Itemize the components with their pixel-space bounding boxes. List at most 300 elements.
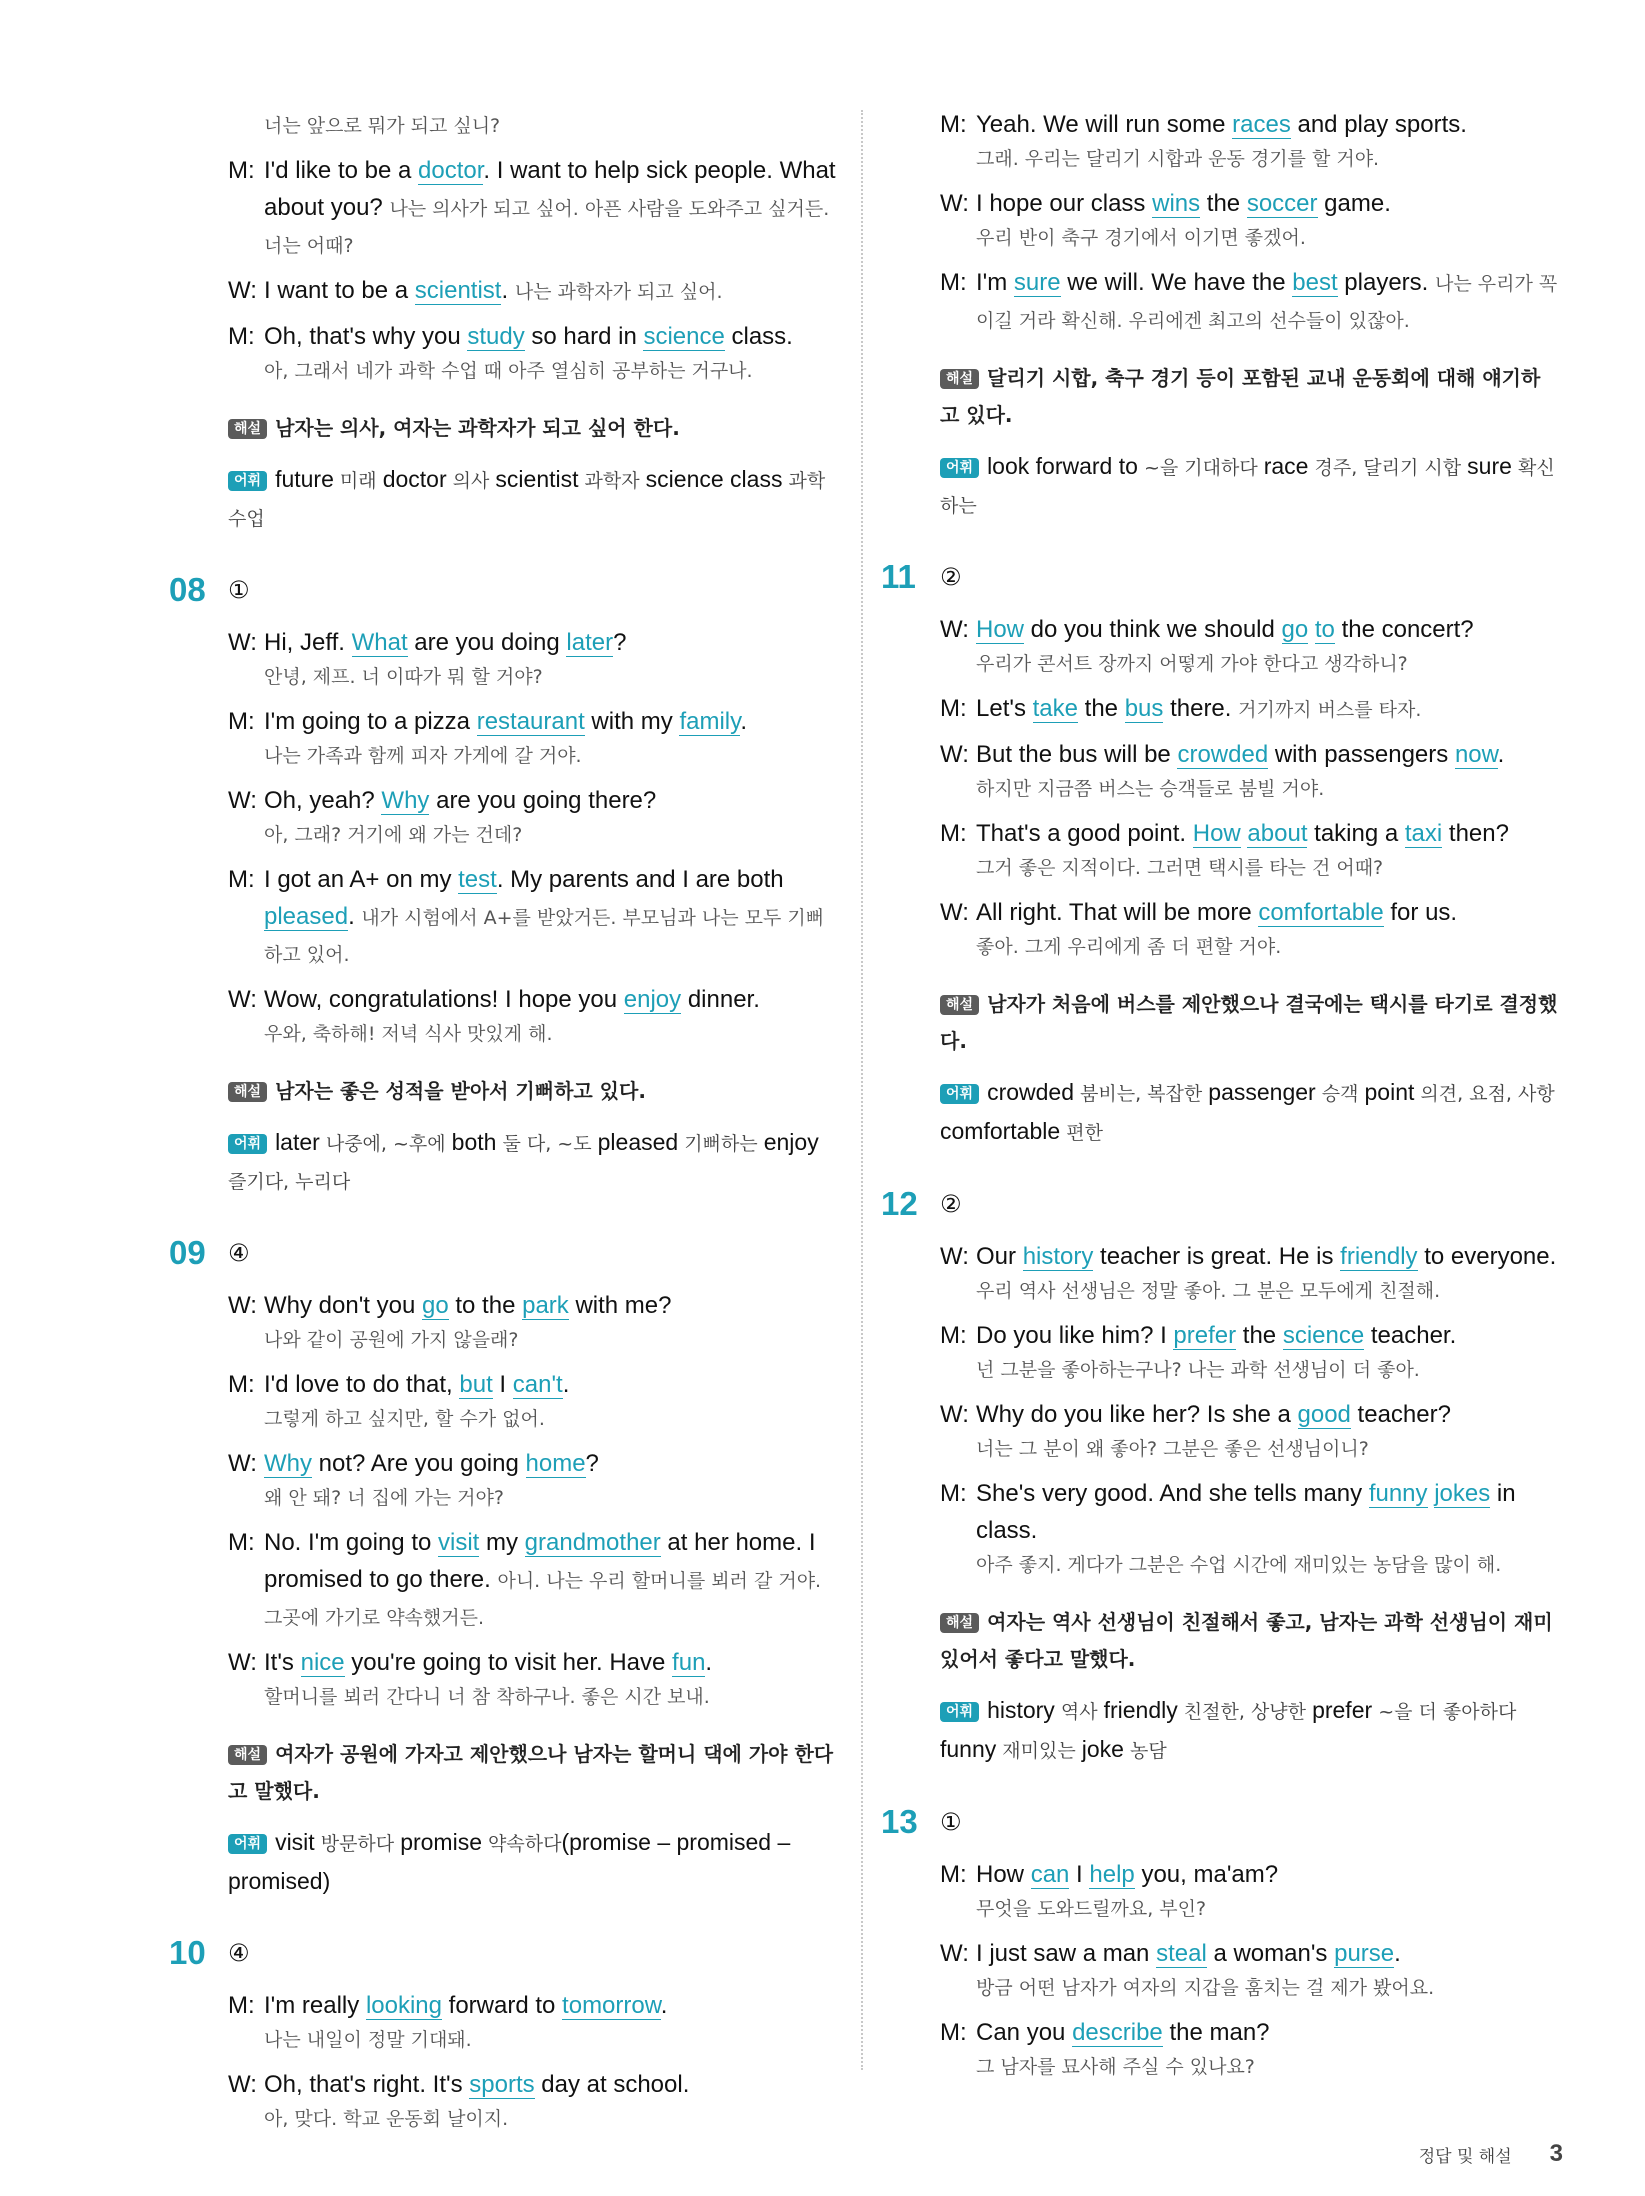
blank-answer-word: good [1297, 1401, 1351, 1428]
dialogue-line [228, 861, 840, 972]
blank-answer-word: wins [1152, 190, 1201, 217]
dialogue-line [940, 2014, 1558, 2084]
korean-translation: 아주 좋지. 게다가 그분은 수업 시간에 재미있는 농담을 많이 해. [976, 1554, 1502, 1576]
korean-translation: 안녕, 제프. 너 이따가 뭐 할 거야? [264, 666, 543, 688]
sentence-text: then? [1442, 820, 1509, 847]
column-divider [861, 110, 863, 2070]
sentence-text: I hope our class [976, 190, 1153, 217]
english-sentence [976, 736, 1558, 773]
sentence-text: with my [584, 708, 680, 735]
dialogue-line [228, 1287, 840, 1357]
speaker-label: M: [940, 2019, 967, 2046]
sentence-text: I'd like to be a [264, 157, 419, 184]
blank-answer-word: purse [1334, 1940, 1395, 1967]
question-09 [169, 1233, 840, 1901]
blank-answer-word: How [1192, 820, 1241, 847]
blank-answer-word: help [1089, 1861, 1135, 1888]
sentence-text: I'd love to do that, [264, 1371, 460, 1398]
vocabulary-meaning: 재미있는 [996, 1740, 1082, 1762]
dialogue-body [264, 624, 840, 694]
sentence-text: Hi, Jeff. [264, 629, 352, 656]
question-header [169, 570, 840, 610]
sentence-text: teacher. [1364, 1322, 1457, 1349]
korean-translation-inline: 나는 의사가 되고 싶어. 아픈 사람을 도와주고 싶거든. 너는 어때? [264, 198, 830, 257]
korean-translation-inline: 나는 우리가 꼭 이길 거라 확신해. 우리에겐 최고의 선수들이 있잖아. [976, 273, 1558, 332]
sentence-text: But the bus will be [976, 741, 1178, 768]
korean-translation: 그 남자를 묘사해 주실 수 있나요? [976, 2056, 1255, 2078]
dialogue-line [228, 1445, 840, 1515]
english-sentence [976, 611, 1558, 648]
blank-answer-word: later [566, 629, 614, 656]
footer-label: 정답 및 해설 [1418, 2146, 1512, 2167]
dialogue-line [940, 264, 1558, 338]
dialogue-line [228, 318, 840, 388]
blank-answer-word: steal [1156, 1940, 1207, 1967]
vocabulary-tag: 어휘 [940, 1084, 979, 1104]
vocabulary-tag: 어휘 [228, 1834, 267, 1854]
explanation-text: 남자는 의사, 여자는 과학자가 되고 싶어 한다. [275, 416, 680, 440]
speaker-label: M: [228, 1371, 255, 1398]
vocabulary-meaning: 즐기다, 누리다 [228, 1171, 351, 1193]
speaker-label: M: [940, 1322, 967, 1349]
blank-answer-word: How [976, 616, 1025, 643]
page-number: 3 [1549, 2140, 1563, 2167]
blank-answer-word: science [1282, 1322, 1365, 1349]
answer-mark: ① [940, 1808, 962, 1836]
vocabulary-word: friendly [1103, 1697, 1178, 1723]
sentence-text: Do you like him? I [976, 1322, 1174, 1349]
vocabulary-word: race [1263, 453, 1309, 479]
explanation-tag: 해설 [228, 1082, 267, 1102]
korean-translation: 우리가 콘서트 장까지 어떻게 가야 한다고 생각하니? [976, 653, 1408, 675]
speaker-label: W: [228, 787, 257, 814]
dialogue-body [976, 690, 1558, 727]
vocabulary-tag: 어휘 [228, 1134, 267, 1154]
english-sentence [976, 815, 1558, 852]
vocabulary-word: look forward to [987, 453, 1138, 479]
sentence-text: taking a [1307, 820, 1405, 847]
blank-answer-word: go [422, 1292, 449, 1319]
sentence-text: the [1236, 1322, 1283, 1349]
sentence-text: . [660, 1992, 668, 2019]
speaker-label [228, 106, 264, 143]
sentence-text: Why do you like her? Is she a [976, 1401, 1298, 1428]
sentence-text: not? Are you going [312, 1450, 526, 1477]
blank-answer-word: describe [1072, 2019, 1163, 2046]
dialogue-body [264, 106, 840, 143]
english-sentence [264, 1524, 840, 1635]
blank-answer-word: history [1022, 1243, 1094, 1270]
blank-answer-word: home [525, 1450, 586, 1477]
vocabulary-note [228, 1124, 840, 1201]
explanation-note [228, 410, 840, 447]
blank-answer-word: can [1030, 1861, 1070, 1888]
speaker-label: W: [228, 1649, 257, 1676]
sentence-text: teacher is great. He is [1093, 1243, 1341, 1270]
blank-answer-word: now [1454, 741, 1498, 768]
sentence-text: How [976, 1861, 1031, 1888]
blank-answer-word: take [1032, 695, 1078, 722]
vocabulary-meaning: 확신하는 [940, 457, 1555, 517]
vocabulary-word: visit [275, 1829, 315, 1855]
sentence-text: to the [448, 1292, 523, 1319]
speaker-label: M: [940, 695, 967, 722]
dialogue-line [940, 1396, 1558, 1466]
section-continued-left [228, 106, 840, 538]
vocabulary-note [940, 448, 1558, 525]
vocabulary-meaning: 붐비는, 복잡한 [1074, 1083, 1209, 1105]
blank-answer-word: tomorrow [562, 1992, 661, 2019]
sentence-text: It's [264, 1649, 301, 1676]
speaker-label: M: [228, 1529, 255, 1556]
blank-answer-word: restaurant [476, 708, 585, 735]
sentence-text: dinner. [681, 986, 760, 1013]
dialogue-line [940, 894, 1558, 964]
english-sentence [264, 152, 840, 263]
english-sentence [976, 690, 1558, 727]
sentence-text: players. [1337, 269, 1436, 296]
dialogue-body [264, 152, 840, 263]
explanation-note [940, 360, 1558, 434]
english-sentence [264, 1987, 840, 2024]
korean-translation-inline: 나는 과학자가 되고 싶어. [514, 281, 723, 303]
dialogue-body [264, 703, 840, 773]
dialogue-line [228, 1644, 840, 1714]
vocabulary-meaning: 과학 수업 [228, 470, 826, 530]
explanation-text: 여자는 역사 선생님이 친절해서 좋고, 남자는 과학 선생님이 재미있어서 좋다고 말했다. [940, 1610, 1553, 1671]
dialogue-body [976, 1856, 1558, 1926]
english-sentence [264, 1366, 840, 1403]
page-footer [1419, 2140, 1563, 2168]
english-sentence [264, 318, 840, 355]
sentence-text: . I want to help sick people. What about you? [264, 157, 836, 221]
speaker-label: W: [940, 616, 969, 643]
sentence-text: . [1394, 1940, 1401, 1967]
sentence-text: the concert? [1334, 616, 1474, 643]
dialogue-body [976, 1396, 1558, 1466]
blank-answer-word: study [467, 323, 525, 350]
speaker-label: W: [228, 1292, 257, 1319]
korean-translation: 아, 그래? 거기에 왜 가는 건데? [264, 824, 523, 846]
speaker-label: M: [228, 708, 255, 735]
sentence-text: . [501, 277, 515, 304]
speaker-label: M: [228, 866, 255, 893]
vocabulary-meaning: 편한 [1060, 1122, 1103, 1144]
dialogue-body [976, 611, 1558, 681]
sentence-text [1308, 616, 1315, 643]
vocabulary-meaning: 둘 다, ~도 [496, 1133, 598, 1155]
explanation-text: 남자가 처음에 버스를 제안했으나 결국에는 택시를 타기로 결정했다. [940, 992, 1558, 1053]
english-sentence [264, 2066, 840, 2103]
sentence-text: and play sports. [1290, 111, 1467, 138]
dialogue-body [976, 2014, 1558, 2084]
dialogue-line [940, 1317, 1558, 1387]
speaker-label: W: [228, 1450, 257, 1477]
sentence-text: day at school. [534, 2071, 690, 2098]
korean-translation-inline: 거기까지 버스를 타자. [1238, 699, 1422, 721]
blank-answer-word: fun [672, 1649, 706, 1676]
dialogue-line [940, 690, 1558, 727]
dialogue-line [940, 1238, 1558, 1308]
explanation-tag: 해설 [940, 369, 979, 389]
korean-translation: 우리 역사 선생님은 정말 좋아. 그 분은 모두에게 친절해. [976, 1280, 1441, 1302]
vocabulary-meaning: 방문하다 [314, 1833, 401, 1855]
dialogue-line [228, 152, 840, 263]
dialogue-line [940, 106, 1558, 176]
sentence-text: forward to [442, 1992, 563, 2019]
speaker-label: W: [228, 986, 257, 1013]
sentence-text: the man? [1162, 2019, 1270, 2046]
blank-answer-word: sports [469, 2071, 535, 2098]
explanation-tag: 해설 [228, 1745, 267, 1765]
blank-answer-word: comfortable [1258, 899, 1384, 926]
vocabulary-word: point [1364, 1079, 1415, 1105]
blank-answer-word: go [1281, 616, 1309, 643]
korean-translation: 그거 좋은 지적이다. 그러면 택시를 타는 건 어때? [976, 857, 1384, 879]
english-sentence [976, 1238, 1558, 1275]
sentence-text: Oh, yeah? [264, 787, 382, 814]
sentence-text: Let's [976, 695, 1033, 722]
dialogue-body [264, 1987, 840, 2057]
question-header [881, 557, 1558, 597]
sentence-text: I just saw a man [976, 1940, 1157, 1967]
dialogue-body [264, 861, 840, 972]
blank-answer-word: enjoy [623, 986, 682, 1013]
blank-answer-word: test [458, 866, 497, 893]
speaker-label: W: [228, 629, 257, 656]
blank-answer-word: bus [1124, 695, 1164, 722]
answer-mark: ① [228, 576, 250, 604]
blank-answer-word: scientist [414, 277, 502, 304]
sentence-text: I'm going to a pizza [264, 708, 477, 735]
speaker-label: M: [228, 1992, 255, 2019]
speaker-label: M: [940, 820, 967, 847]
dialogue-line [940, 815, 1558, 885]
dialogue-body [976, 1238, 1558, 1308]
sentence-text: with passengers [1268, 741, 1455, 768]
vocabulary-word: future [275, 466, 334, 492]
sentence-text: at her home. I promised to go there. [264, 1529, 816, 1593]
sentence-text: game. [1317, 190, 1391, 217]
speaker-label: W: [940, 1940, 969, 1967]
dialogue-line [940, 1856, 1558, 1926]
vocabulary-note [228, 461, 840, 538]
english-sentence [264, 624, 840, 661]
speaker-label: W: [940, 741, 969, 768]
speaker-label: W: [940, 190, 969, 217]
sentence-text: I want to be a [264, 277, 415, 304]
korean-translation: 아, 그래서 네가 과학 수업 때 아주 열심히 공부하는 거구나. [264, 360, 753, 382]
sentence-text: class. [724, 323, 793, 350]
english-sentence [976, 1856, 1558, 1893]
korean-translation: 그렇게 하고 싶지만, 할 수가 없어. [264, 1408, 545, 1430]
dialogue-body [976, 106, 1558, 176]
speaker-label: M: [940, 269, 967, 296]
sentence-text: . [562, 1371, 570, 1398]
question-10 [169, 1933, 840, 2136]
blank-answer-word: friendly [1340, 1243, 1418, 1270]
english-sentence [976, 264, 1558, 338]
blank-answer-word: science [643, 323, 725, 350]
dialogue-line [228, 981, 840, 1051]
vocabulary-word: joke [1081, 1736, 1124, 1762]
sentence-text: All right. That will be more [976, 899, 1259, 926]
vocabulary-word: funny [940, 1736, 997, 1762]
speaker-label: W: [940, 1401, 969, 1428]
sentence-text: the [1078, 695, 1125, 722]
korean-translation: 우리 반이 축구 경기에서 이기면 좋겠어. [976, 227, 1306, 249]
dialogue-body [264, 981, 840, 1051]
sentence-text: I [1069, 1861, 1090, 1888]
english-sentence [264, 981, 840, 1018]
vocabulary-word: both [451, 1129, 497, 1155]
sentence-text: you, ma'am? [1134, 1861, 1279, 1888]
dialogue-line [940, 1475, 1558, 1582]
blank-answer-word: doctor [418, 157, 484, 184]
sentence-text: the [1200, 190, 1247, 217]
answer-mark: ④ [228, 1239, 250, 1267]
blank-answer-word: about [1247, 820, 1308, 847]
speaker-label: M: [228, 323, 255, 350]
sentence-text: . [740, 708, 748, 735]
sentence-text: . [705, 1649, 713, 1676]
dialogue-line [228, 106, 840, 143]
right-column [881, 100, 1558, 2116]
korean-translation: 넌 그분을 좋아하는구나? 나는 과학 선생님이 더 좋아. [976, 1359, 1420, 1381]
speaker-label: W: [228, 277, 257, 304]
sentence-text: in class. [976, 1480, 1516, 1544]
english-sentence [976, 894, 1558, 931]
sentence-text: She's very good. And she tells many [976, 1480, 1369, 1507]
speaker-label: W: [940, 899, 969, 926]
korean-translation: 우와, 축하해! 저녁 식사 맛있게 해. [264, 1023, 553, 1045]
dialogue-body [976, 1935, 1558, 2005]
explanation-note [940, 1604, 1558, 1678]
sentence-text: I'm really [264, 1992, 366, 2019]
korean-translation: 너는 그 분이 왜 좋아? 그분은 좋은 선생님이니? [976, 1438, 1369, 1460]
korean-translation-inline: 내가 시험에서 A+를 받았거든. 부모님과 나는 모두 기뻐하고 있어. [264, 907, 825, 966]
vocabulary-meaning: 의사 [446, 470, 496, 492]
sentence-text: . [348, 903, 362, 930]
sentence-text: Our [976, 1243, 1023, 1270]
sentence-text: for us. [1383, 899, 1458, 926]
dialogue-line [228, 782, 840, 852]
vocabulary-word: promise [400, 1829, 482, 1855]
korean-translation: 할머니를 뵈러 간다니 너 참 착하구나. 좋은 시간 보내. [264, 1686, 710, 1708]
sentence-text: are you doing [407, 629, 567, 656]
blank-answer-word: nice [300, 1649, 345, 1676]
sentence-text: I'm [976, 269, 1014, 296]
dialogue-line [228, 1366, 840, 1436]
explanation-note [940, 986, 1558, 1060]
blank-answer-word: funny [1368, 1480, 1428, 1507]
blank-answer-word: prefer [1173, 1322, 1237, 1349]
section-continued-right [940, 106, 1558, 525]
dialogue-body [264, 272, 840, 309]
question-header [169, 1233, 840, 1273]
dialogue-line [228, 1524, 840, 1635]
explanation-tag: 해설 [228, 419, 267, 439]
answer-mark: ④ [228, 1939, 250, 1967]
vocabulary-meaning: 친절한, 상냥한 [1177, 1701, 1313, 1723]
explanation-text: 달리기 시합, 축구 경기 등이 포함된 교내 운동회에 대해 얘기하고 있다. [940, 366, 1541, 427]
answer-mark: ② [940, 563, 962, 591]
speaker-label: W: [228, 2071, 257, 2098]
vocabulary-word: science class [645, 466, 783, 492]
sentence-text: I got an A+ on my [264, 866, 459, 893]
sentence-text: we will. We have the [1060, 269, 1293, 296]
sentence-text: Wow, congratulations! I hope you [264, 986, 624, 1013]
sentence-text: teacher? [1350, 1401, 1451, 1428]
dialogue-body [976, 815, 1558, 885]
korean-translation: 무엇을 도와드릴까요, 부인? [976, 1898, 1207, 1920]
vocabulary-word: prefer [1312, 1697, 1373, 1723]
sentence-text: I [492, 1371, 513, 1398]
blank-answer-word: jokes [1434, 1480, 1491, 1507]
sentence-text: Oh, that's why you [264, 323, 468, 350]
vocabulary-meaning: 경주, 달리기 시합 [1308, 457, 1468, 479]
sentence-text: do you think we should [1024, 616, 1282, 643]
explanation-note [228, 1073, 840, 1110]
korean-translation: 나는 내일이 정말 기대돼. [264, 2029, 472, 2051]
sentence-text: Yeah. We will run some [976, 111, 1233, 138]
vocabulary-meaning: 나중에, ~후에 [319, 1133, 452, 1155]
vocabulary-tag: 어휘 [228, 471, 267, 491]
explanation-tag: 해설 [940, 1613, 979, 1633]
vocabulary-meaning: 미래 [333, 470, 383, 492]
vocabulary-tag: 어휘 [940, 1702, 979, 1722]
dialogue-body [976, 264, 1558, 338]
dialogue-line [940, 736, 1558, 806]
dialogue-body [976, 1475, 1558, 1582]
english-sentence [264, 782, 840, 819]
english-sentence [976, 1935, 1558, 1972]
blank-answer-word: pleased [264, 903, 349, 930]
dialogue-body [264, 2066, 840, 2136]
question-header [169, 1933, 840, 1973]
blank-answer-word: best [1292, 269, 1338, 296]
question-11 [881, 557, 1558, 1152]
vocabulary-meaning: ~을 더 좋아하다 [1372, 1701, 1517, 1723]
question-header [881, 1802, 1558, 1842]
dialogue-body [976, 894, 1558, 964]
english-sentence [264, 1287, 840, 1324]
explanation-tag: 해설 [940, 995, 979, 1015]
english-sentence [264, 861, 840, 972]
explanation-text: 남자는 좋은 성적을 받아서 기뻐하고 있다. [275, 1079, 646, 1103]
sentence-text: are you going there? [429, 787, 657, 814]
korean-translation: 방금 어떤 남자가 여자의 지갑을 훔치는 걸 제가 봤어요. [976, 1977, 1435, 1999]
korean-translation: 하지만 지금쯤 버스는 승객들로 붐빌 거야. [976, 778, 1325, 800]
korean-translation: 나는 가족과 함께 피자 가게에 갈 거야. [264, 745, 582, 767]
blank-answer-word: Why [264, 1450, 312, 1477]
dialogue-body [976, 185, 1558, 255]
dialogue-body [976, 1317, 1558, 1387]
sentence-text: my [479, 1529, 525, 1556]
vocabulary-note [228, 1824, 840, 1901]
english-sentence [264, 272, 840, 309]
blank-answer-word: can't [512, 1371, 563, 1398]
english-sentence [976, 106, 1558, 143]
blank-answer-word: looking [365, 1992, 442, 2019]
sentence-text: ? [613, 629, 627, 656]
question-number: 08 [169, 571, 206, 608]
vocabulary-word: doctor [382, 466, 447, 492]
answer-mark: ② [940, 1190, 962, 1218]
question-header [881, 1184, 1558, 1224]
vocabulary-meaning: 승객 [1315, 1083, 1365, 1105]
dialogue-line [228, 624, 840, 694]
